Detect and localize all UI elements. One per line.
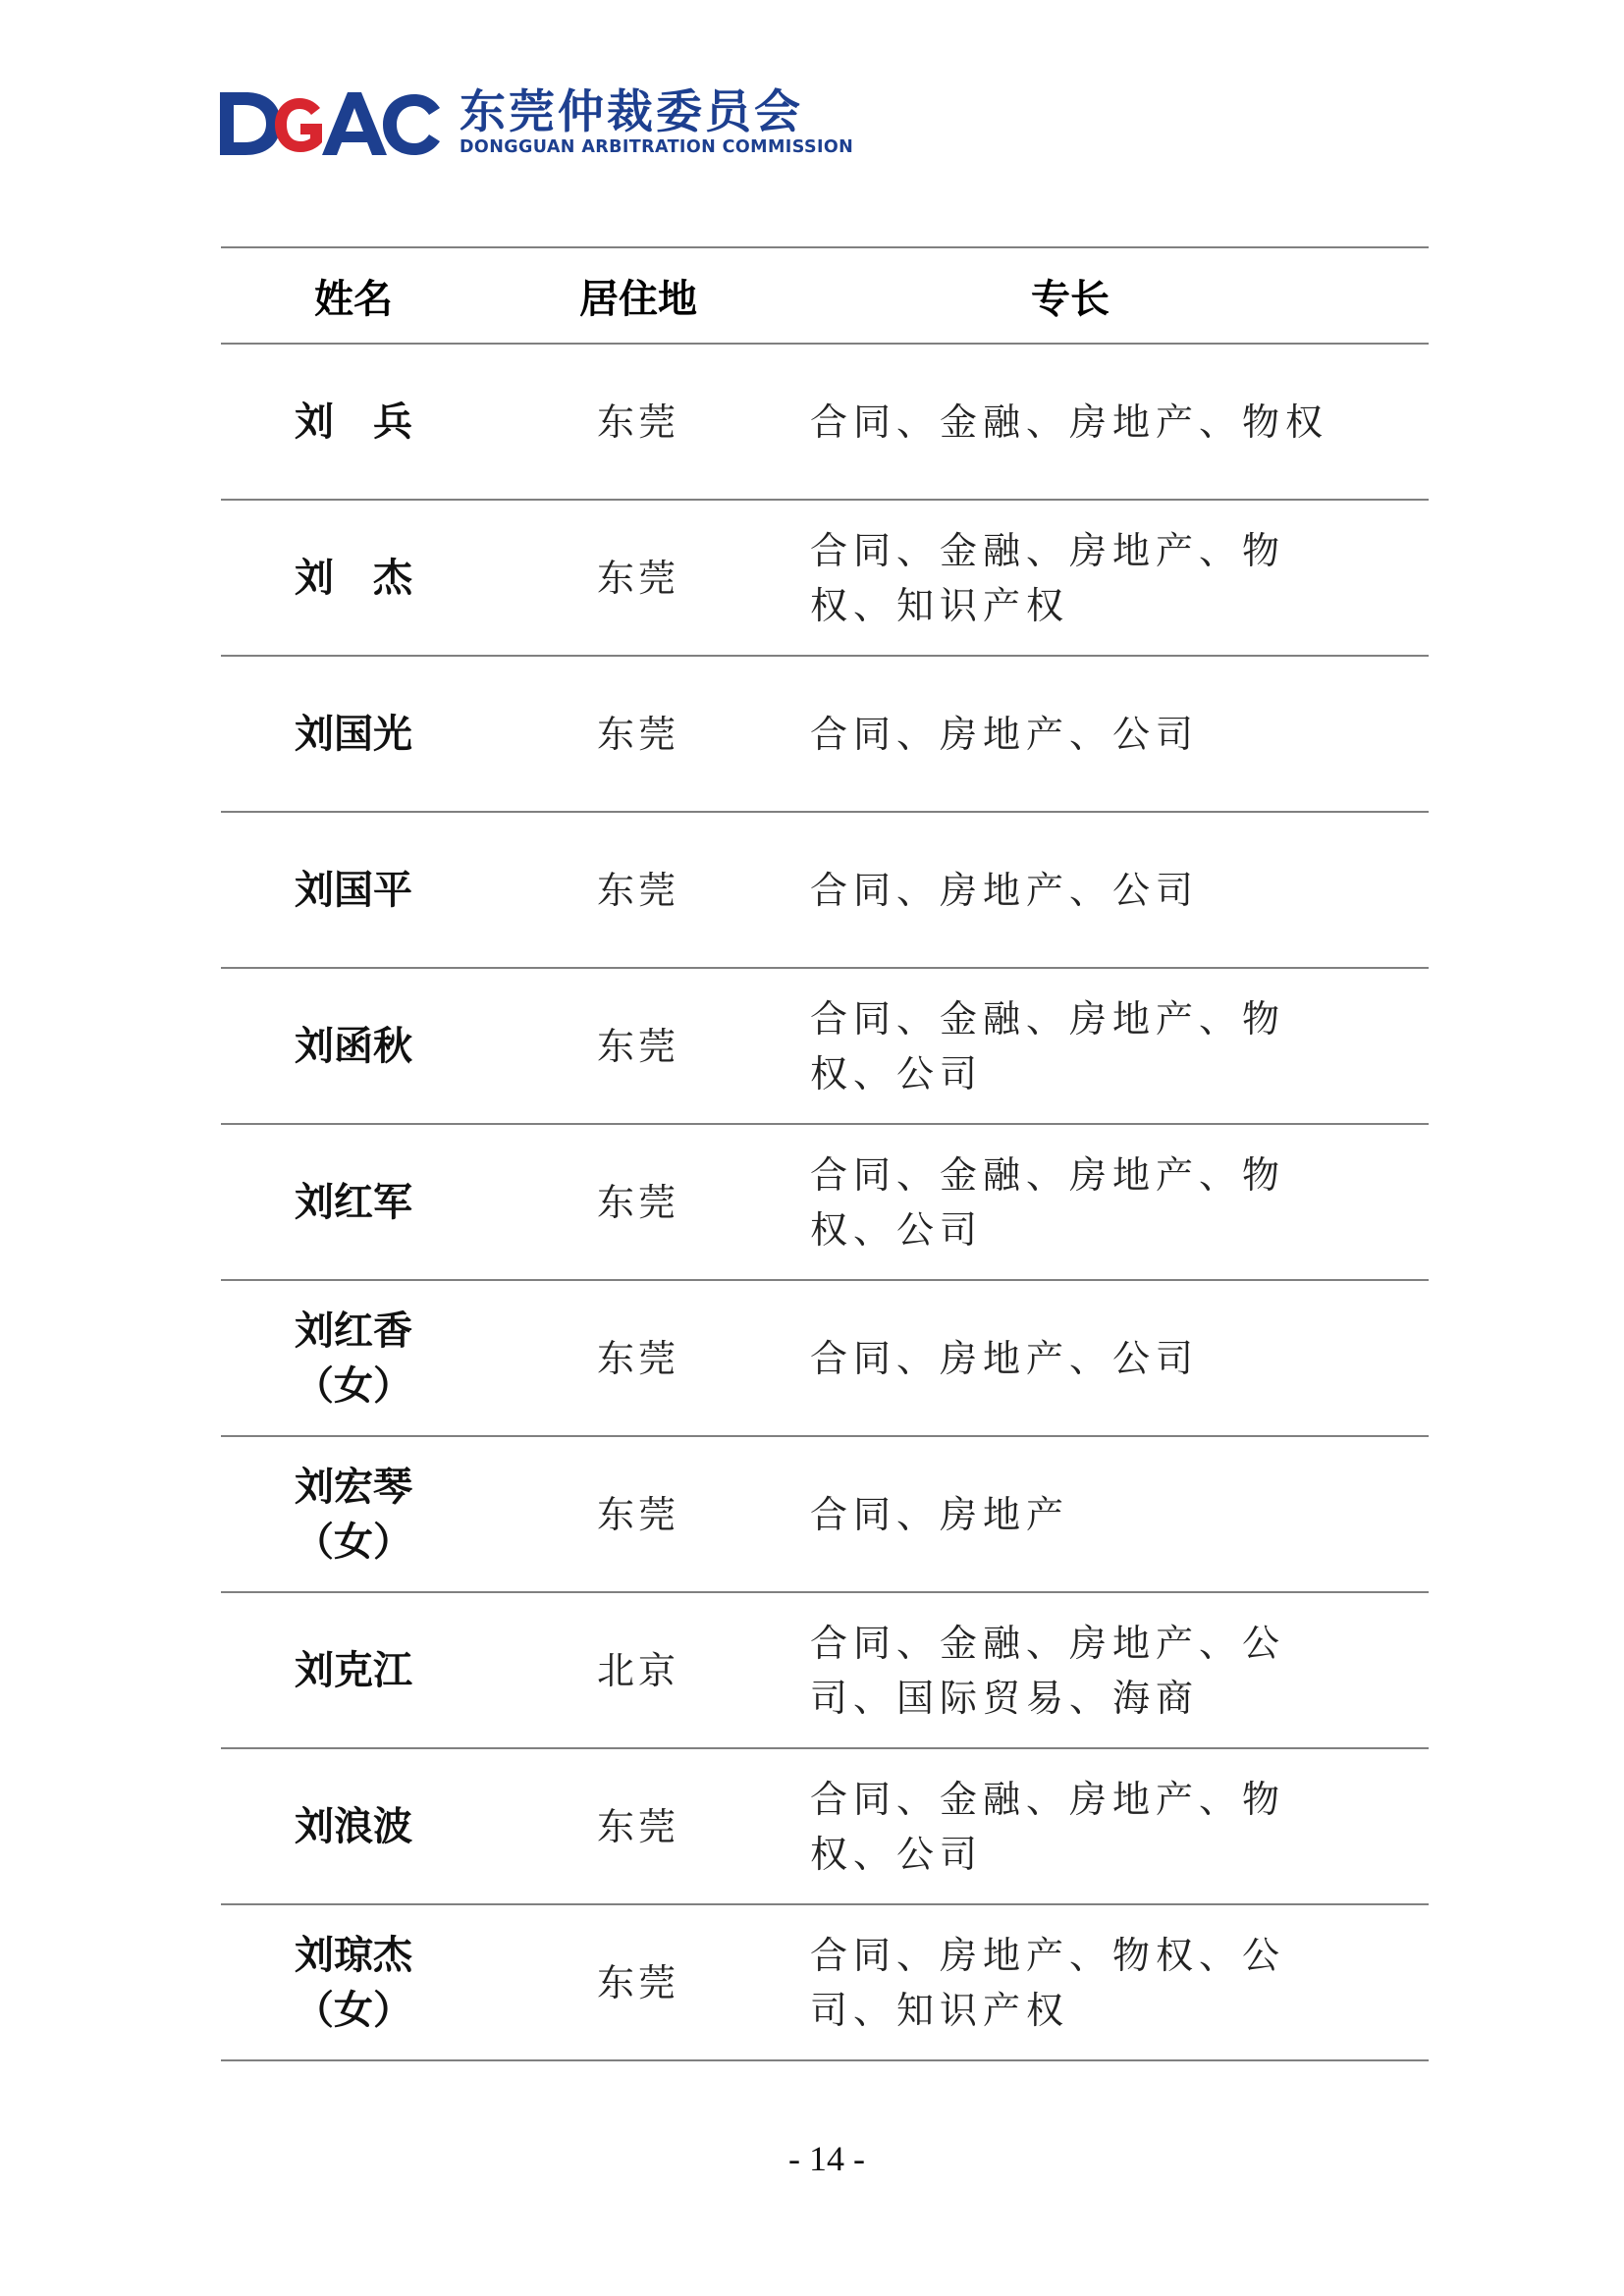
org-name-cn: 东莞仲裁委员会 (460, 85, 803, 139)
table-header-row (221, 248, 1429, 345)
arbitrator-specialty: 合同、金融、房地产、公司、国际贸易、海商 (810, 1621, 1286, 1720)
arbitrator-specialty: 合同、金融、房地产、物权、公司 (810, 1777, 1286, 1876)
column-header-name: 姓名 (314, 276, 393, 322)
arbitrator-specialty: 合同、房地产 (810, 1492, 1070, 1536)
table-row (221, 1437, 1429, 1593)
org-name-en: DONGGUAN ARBITRATION COMMISSION (460, 137, 854, 157)
arbitrator-specialty: 合同、金融、房地产、物权、知识产权 (810, 528, 1286, 627)
arbitrator-location: 东莞 (596, 400, 679, 444)
arbitrator-name: 刘国光 (295, 711, 412, 757)
column-header-location: 居住地 (579, 276, 697, 322)
arbitrator-location: 东莞 (596, 1180, 679, 1224)
arbitrator-specialty: 合同、金融、房地产、物权 (810, 400, 1329, 444)
arbitrator-name: 刘红军 (295, 1179, 412, 1225)
dgac-logo (218, 86, 853, 157)
table-row (221, 1749, 1429, 1905)
arbitrator-table (221, 246, 1429, 2061)
arbitrator-location: 东莞 (596, 1492, 679, 1536)
table-row (221, 501, 1429, 657)
page-number: - 14 - (788, 2139, 865, 2178)
arbitrator-name: 刘国平 (295, 867, 412, 913)
table-row (221, 345, 1429, 501)
arbitrator-specialty: 合同、房地产、物权、公司、知识产权 (810, 1933, 1286, 2032)
arbitrator-name: 刘浪波 (295, 1803, 412, 1849)
arbitrator-specialty: 合同、房地产、公司 (810, 1336, 1200, 1380)
arbitrator-location: 东莞 (596, 868, 679, 912)
arbitrator-specialty: 合同、金融、房地产、物权、公司 (810, 1152, 1286, 1252)
arbitrator-name: 刘克江 (295, 1647, 412, 1693)
dgac-logo-mark-icon (218, 86, 448, 157)
table-row (221, 1905, 1429, 2061)
arbitrator-name: 刘 杰 (295, 555, 412, 601)
arbitrator-name: 刘函秋 (295, 1023, 412, 1069)
arbitrator-location: 东莞 (596, 1024, 679, 1068)
column-header-specialty: 专长 (1031, 276, 1110, 322)
arbitrator-location: 东莞 (596, 1336, 679, 1380)
arbitrator-specialty: 合同、房地产、公司 (810, 868, 1200, 912)
arbitrator-location: 东莞 (596, 1804, 679, 1848)
arbitrator-location: 北京 (596, 1648, 679, 1692)
arbitrator-location: 东莞 (596, 1960, 679, 2004)
table-row (221, 813, 1429, 969)
arbitrator-name: 刘 兵 (295, 399, 412, 445)
arbitrator-location: 东莞 (596, 556, 679, 600)
table-row (221, 1281, 1429, 1437)
arbitrator-location: 东莞 (596, 712, 679, 756)
table-row (221, 1593, 1429, 1749)
arbitrator-name: 刘红香 （女） (295, 1308, 412, 1409)
arbitrator-name: 刘宏琴 （女） (295, 1464, 412, 1565)
table-row (221, 969, 1429, 1125)
arbitrator-specialty: 合同、金融、房地产、物权、公司 (810, 996, 1286, 1095)
table-row (221, 657, 1429, 813)
arbitrator-name: 刘琼杰 （女） (295, 1932, 412, 2033)
table-row (221, 1125, 1429, 1281)
arbitrator-specialty: 合同、房地产、公司 (810, 712, 1200, 756)
